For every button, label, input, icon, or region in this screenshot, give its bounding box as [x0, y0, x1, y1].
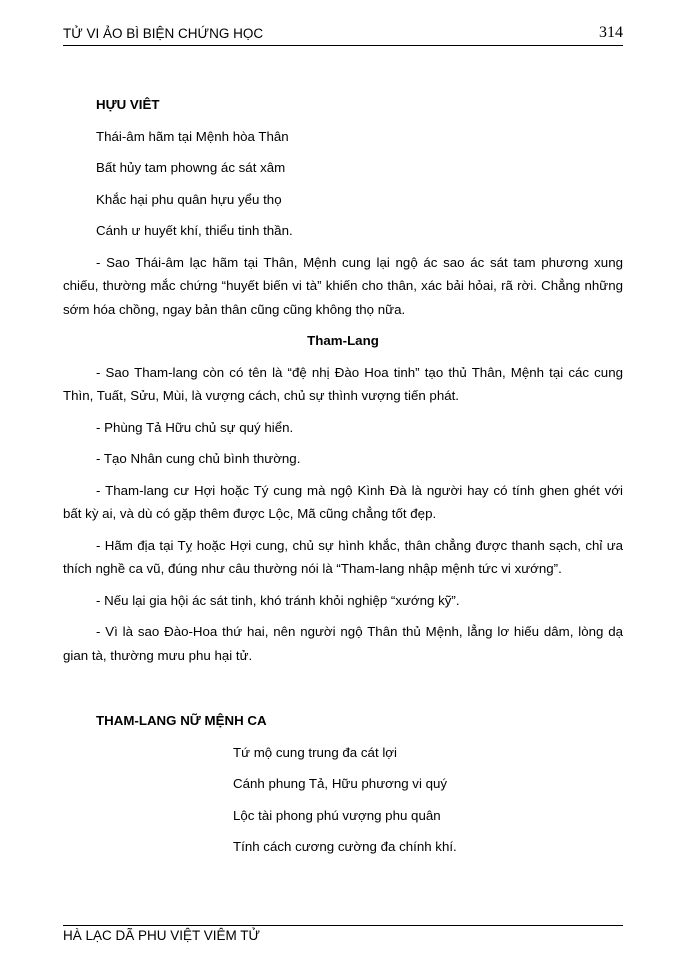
- poem-line: Cánh phung Tả, Hữu phương vi quý: [233, 776, 448, 791]
- section-title-nu-menh-ca: THAM-LANG NỮ MỆNH CA: [96, 713, 267, 728]
- paragraph: - Nếu lại gia hội ác sát tinh, khó tránh khỏi nghiệp “xướng kỹ”.: [96, 592, 460, 608]
- page-footer: [63, 925, 623, 943]
- section-title-tham-lang: Tham-Lang: [307, 333, 379, 348]
- book-title: TỬ VI ẢO BÌ BIỆN CHỨNG HỌC: [63, 26, 264, 41]
- spacer: [63, 675, 623, 709]
- section-title-huu-viet: HỰU VIÊT: [96, 97, 160, 112]
- page-number: 314: [599, 24, 623, 41]
- paragraph: - Sao Tham-lang còn có tên là “đệ nhị Đào Hoa tinh” tạo thủ Thân, Mệnh tại các cung Thìn, Tuất, Sửu, Mùi, là vượng cách, chủ sự thình vượng tiến phát.: [63, 364, 623, 403]
- paragraph: - Tạo Nhân cung chủ bình thường.: [96, 451, 301, 466]
- verse-line: Thái-âm hãm tại Mệnh hòa Thân: [96, 128, 289, 144]
- footer-text: HÀ LẠC DÃ PHU VIỆT VIÊM TỬ: [63, 928, 261, 943]
- page-content: [63, 93, 623, 867]
- paragraph: - Sao Thái-âm lạc hãm tại Thân, Mệnh cung lại ngộ ác sao ác sát tam phương xung chiếu, thường mắc chứng “huyết biến vi tà” khiến cho thân, xác bải hỏai, rã rời. Chẳng những sớm hóa chồng, ngay bản thân cũng cũng không thọ nữa.: [63, 254, 623, 317]
- poem-line: Tứ mộ cung trung đa cát lợi: [233, 744, 397, 760]
- paragraph: - Tham-lang cư Hợi hoặc Tý cung mà ngộ Kình Đà là người hay có tính ghen ghét với bất kỳ ai, và dù có gặp thêm được Lộc, Mã cũng chẳng tốt đẹp.: [63, 482, 623, 521]
- paragraph: - Phùng Tả Hữu chủ sự quý hiển.: [96, 419, 294, 435]
- verse-line: Cánh ư huyết khí, thiểu tinh thần.: [96, 223, 293, 238]
- verse-line: Bất hủy tam phowng ác sát xâm: [96, 160, 286, 175]
- paragraph: - Vì là sao Đào-Hoa thứ hai, nên người ngộ Thân thủ Mệnh, lẳng lơ hiếu dâm, lòng dạ gian tà, thường mưu phu hại tử.: [63, 624, 623, 663]
- page-header: [63, 24, 623, 46]
- poem-line: Lộc tài phong phú vượng phu quân: [233, 807, 441, 823]
- poem-line: Tính cách cương cường đa chính khí.: [233, 839, 457, 854]
- paragraph: - Hãm địa tại Tỵ hoặc Hợi cung, chủ sự hình khắc, thân chẳng được thanh sạch, chỉ ưa thích nghề ca vũ, đúng như câu thường nói là “Tham-lang nhập mệnh tức vi xướng”.: [63, 537, 623, 576]
- verse-line: Khắc hại phu quân hựu yểu thọ: [96, 191, 282, 207]
